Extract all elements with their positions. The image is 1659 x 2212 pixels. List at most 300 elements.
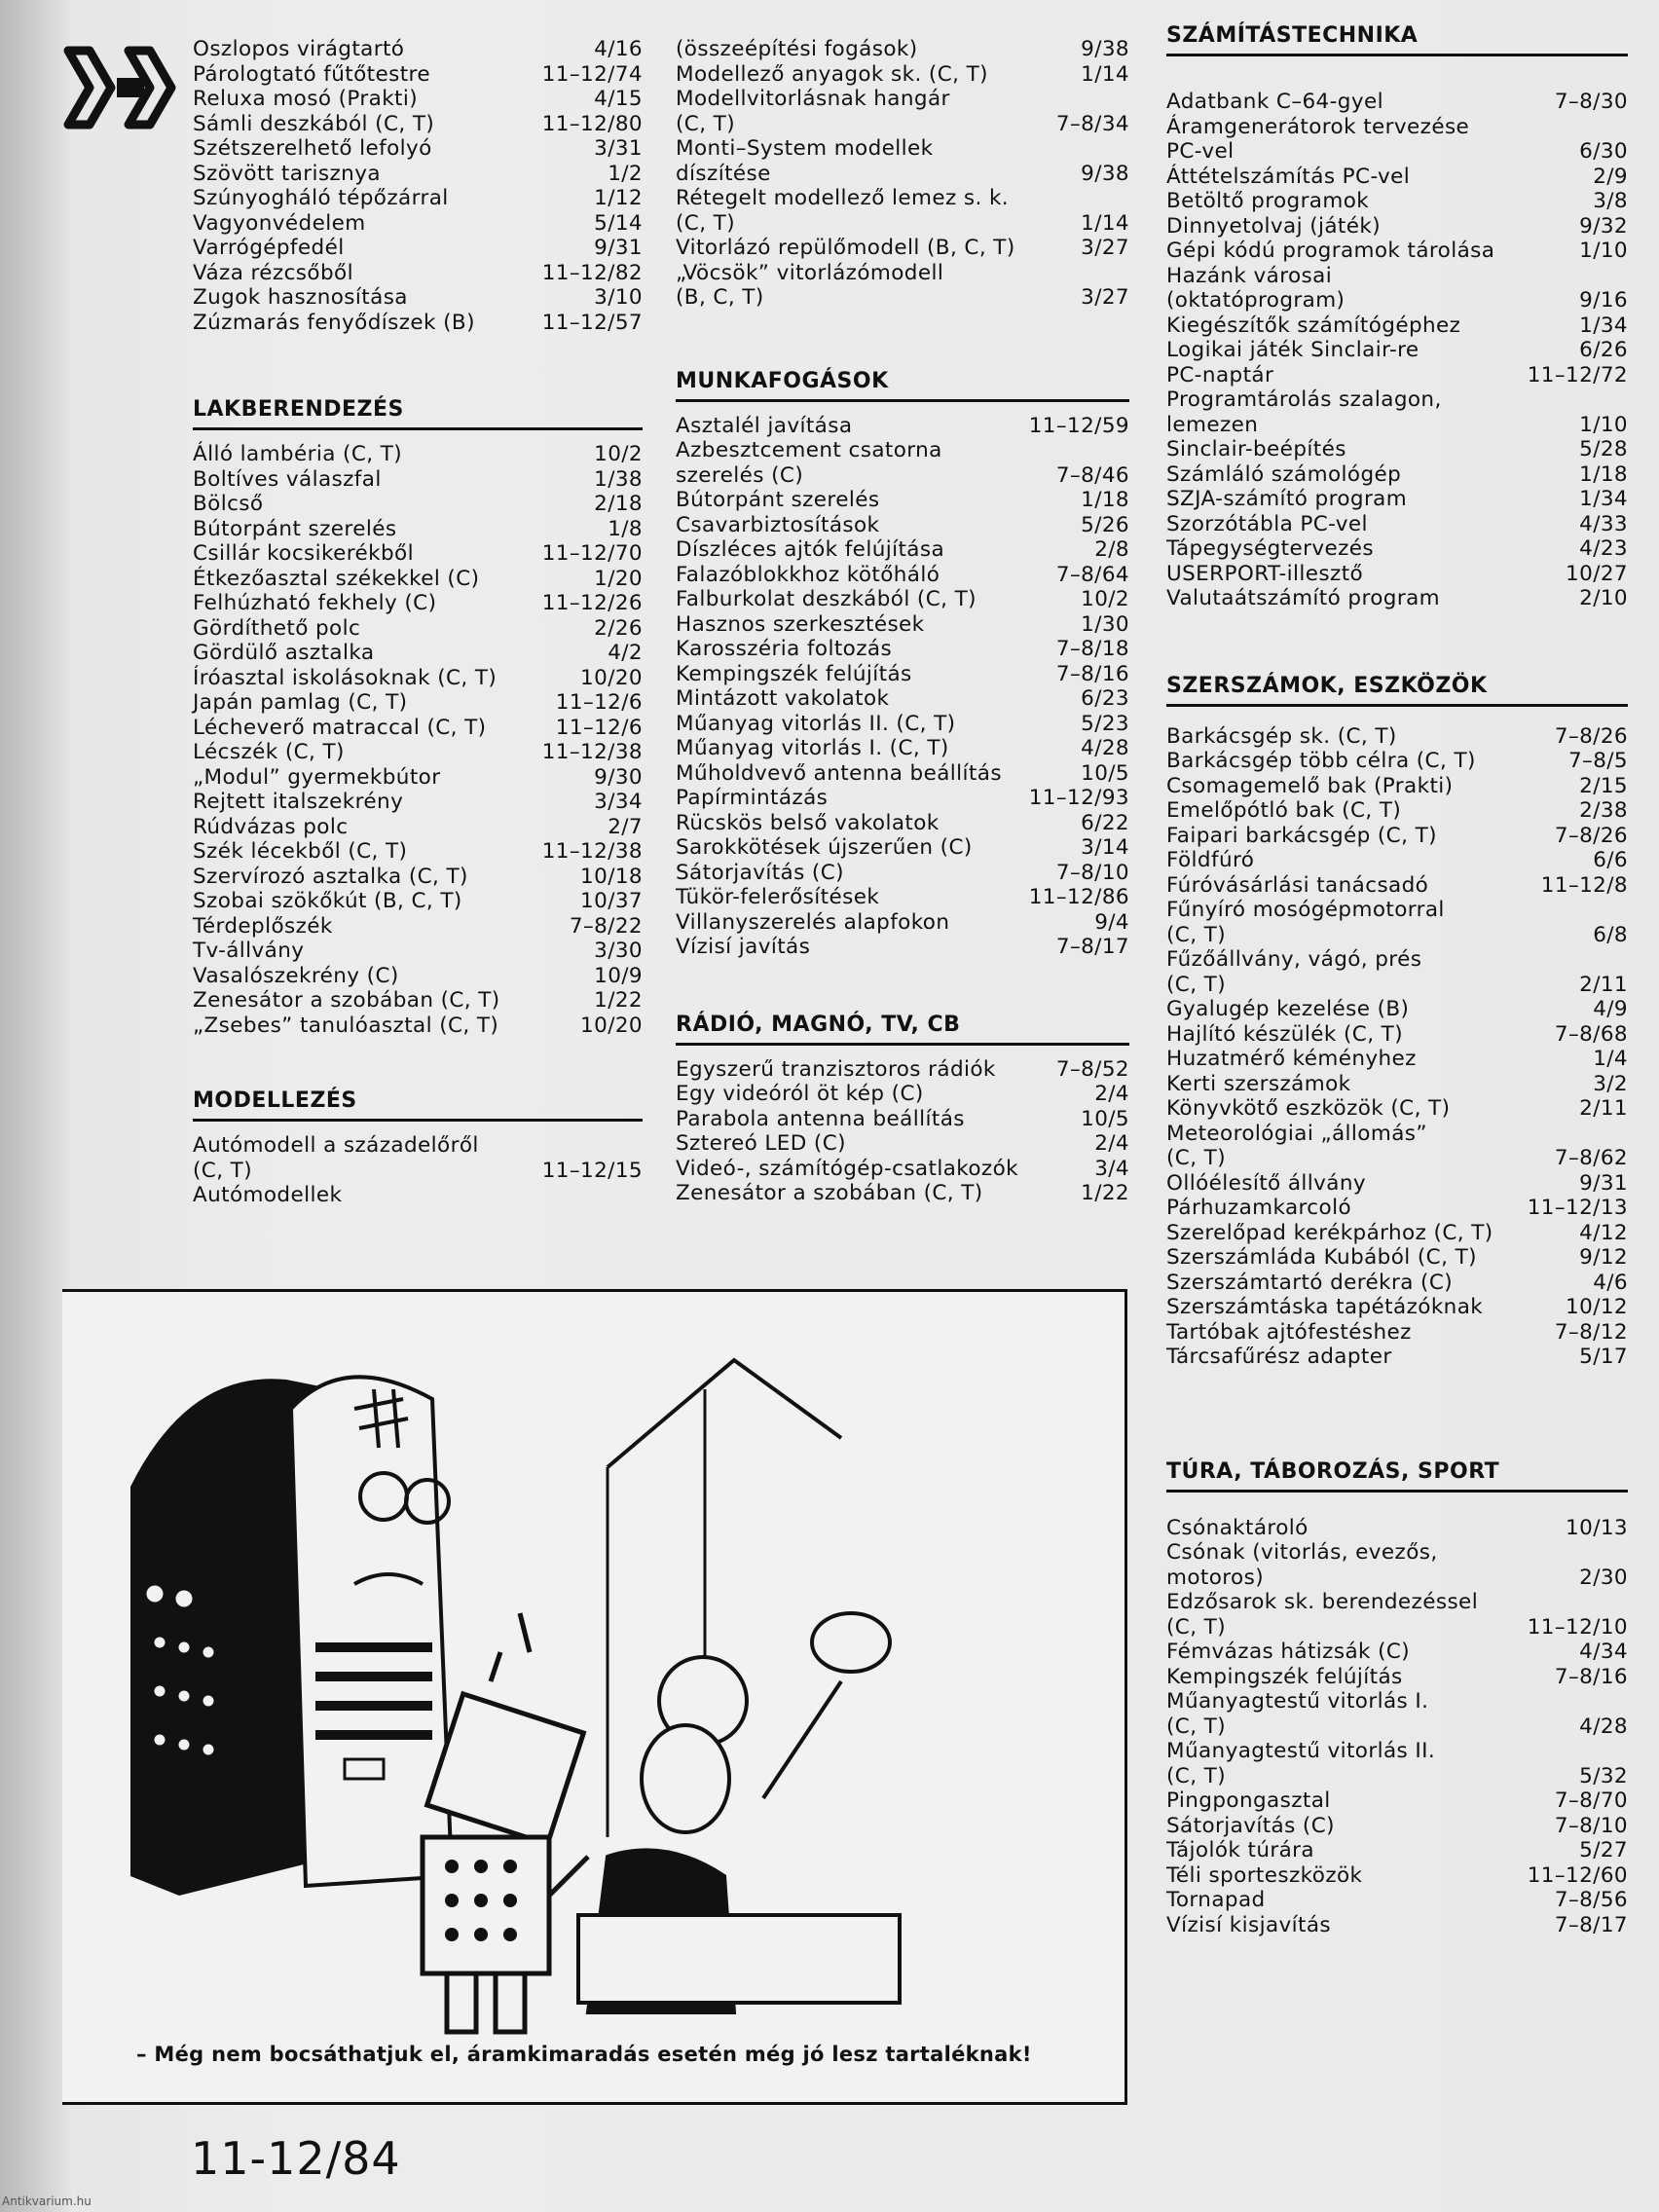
entry-title: Kempingszék felújítás xyxy=(1166,1664,1403,1689)
index-entry xyxy=(1166,214,1628,240)
index-entry xyxy=(1166,115,1628,165)
entry-page: 2/15 xyxy=(1579,773,1628,798)
index-entry xyxy=(193,988,643,1014)
index-entry xyxy=(1166,1022,1628,1048)
entry-title: Díszléces ajtók felújítása xyxy=(676,537,945,562)
entry-title: Karosszéria foltozás xyxy=(676,637,893,661)
index-entry xyxy=(676,1157,1129,1182)
entry-page: 3/10 xyxy=(594,285,643,310)
entry-page: 9/38 xyxy=(1081,161,1129,186)
entry-page: 2/11 xyxy=(1579,1096,1628,1121)
entry-page: 4/2 xyxy=(608,641,643,665)
entry-page: 1/22 xyxy=(1081,1181,1129,1205)
entry-page: 7–8/52 xyxy=(1055,1056,1129,1082)
index-entry xyxy=(1166,165,1628,190)
index-entry xyxy=(676,835,1129,861)
entry-title: Reluxa mosó (Prakti) xyxy=(193,87,419,111)
index-entry xyxy=(193,716,643,741)
entry-title: Varrógépfedél xyxy=(193,236,345,260)
entry-page: 5/27 xyxy=(1579,1838,1628,1862)
index-entry xyxy=(193,616,643,642)
index-entry xyxy=(193,236,643,261)
entry-page: 5/26 xyxy=(1081,512,1129,537)
entry-title: Szerelőpad kerékpárhoz (C, T) xyxy=(1166,1220,1493,1245)
index-entry xyxy=(1166,1221,1628,1246)
entry-title: Japán pamlag (C, T) xyxy=(193,690,408,715)
entry-title: Fémvázas hátizsák (C) xyxy=(1166,1640,1411,1664)
entry-page: 1/22 xyxy=(594,988,643,1013)
entry-title: Boltíves válaszfal xyxy=(193,466,382,492)
entry-page: 7–8/26 xyxy=(1554,823,1628,848)
entry-title: Zenesátor a szobában (C, T) xyxy=(676,1181,983,1205)
entry-page: 1/8 xyxy=(608,516,643,541)
index-entry xyxy=(193,1133,643,1183)
index-entry xyxy=(1166,1122,1628,1171)
entry-title: Betöltő programok xyxy=(1166,189,1370,213)
entry-title: Szobai szökőkút (B, C, T) xyxy=(193,889,462,913)
entry-page: 7–8/34 xyxy=(1055,111,1129,136)
index-entry xyxy=(676,1057,1129,1083)
index-entry xyxy=(676,87,1129,136)
entry-page: 7–8/17 xyxy=(1055,935,1129,959)
index-entry xyxy=(193,964,643,989)
index-entry xyxy=(676,612,1129,638)
entry-title: Valutaátszámító program xyxy=(1166,586,1440,610)
entry-title: Rücskös belső vakolatok xyxy=(676,810,940,835)
index-entry xyxy=(1166,562,1628,587)
index-entry xyxy=(1166,1072,1628,1097)
entry-page: 1/14 xyxy=(1081,210,1129,236)
entry-title: Asztalél javítása xyxy=(676,413,853,438)
entry-page: 5/28 xyxy=(1579,437,1628,461)
index-entry xyxy=(193,162,643,187)
entry-title: Szorzótábla PC-vel xyxy=(1166,511,1368,536)
entry-list xyxy=(1166,90,1628,611)
index-entry xyxy=(193,591,643,616)
index-entry xyxy=(1166,724,1628,750)
entry-page: 5/14 xyxy=(594,210,643,236)
entry-title: Gépi kódú programok tárolása xyxy=(1166,239,1495,263)
entry-title: Kiegészítők számítógéphez xyxy=(1166,313,1461,338)
entry-page: 9/31 xyxy=(594,236,643,260)
index-entry xyxy=(1166,848,1628,873)
entry-page: 9/32 xyxy=(1579,213,1628,239)
cartoon-drawing-icon xyxy=(62,1292,1127,2105)
index-entry xyxy=(1166,536,1628,562)
index-entry xyxy=(1166,824,1628,849)
entry-title: Szervírozó asztalka (C, T) xyxy=(193,864,468,889)
entry-title: Csomagemelő bak (Prakti) xyxy=(1166,773,1454,798)
index-entry xyxy=(1166,1245,1628,1271)
entry-title: (összeépítési fogások) xyxy=(676,37,918,61)
column-3 xyxy=(1166,23,1628,1937)
entry-page: 11–12/8 xyxy=(1540,872,1628,898)
entry-title: Lécheverő matraccal (C, T) xyxy=(193,715,487,740)
entry-page: 9/4 xyxy=(1094,909,1129,935)
entry-title: Sarokkötések újszerűen (C) xyxy=(676,835,973,860)
page-label: 11-12/84 xyxy=(191,2132,401,2185)
entry-title: Párologtató fűtőtestre xyxy=(193,61,430,87)
entry-page: 10/18 xyxy=(580,864,643,889)
entry-page: 4/6 xyxy=(1593,1270,1628,1295)
entry-page: 9/30 xyxy=(594,764,643,790)
index-entry xyxy=(676,811,1129,836)
entry-title: Rejtett italszekrény xyxy=(193,790,404,814)
index-entry xyxy=(1166,387,1628,437)
magazine-logo-icon xyxy=(60,39,187,136)
entry-title: Szék lécekből (C, T) xyxy=(193,839,408,864)
index-entry xyxy=(1166,1640,1628,1665)
index-entry xyxy=(1166,586,1628,611)
index-entry xyxy=(1166,1689,1628,1739)
entry-title: Dinnyetolvaj (játék) xyxy=(1166,213,1382,239)
entry-page: 2/4 xyxy=(1094,1082,1129,1106)
index-entry xyxy=(676,488,1129,513)
index-entry xyxy=(676,537,1129,563)
entry-list xyxy=(676,37,1129,311)
entry-page: 10/2 xyxy=(594,442,643,466)
entry-page: 6/6 xyxy=(1593,848,1628,872)
index-entry xyxy=(193,690,643,716)
entry-page: 3/31 xyxy=(594,136,643,161)
entry-title: Földfúró xyxy=(1166,848,1255,872)
entry-page: 1/14 xyxy=(1081,61,1129,87)
entry-page: 10/37 xyxy=(580,889,643,913)
entry-title: Tárcsafűrész adapter xyxy=(1166,1345,1392,1369)
entry-page: 1/18 xyxy=(1579,461,1628,487)
entry-title: Falburkolat deszkából (C, T) xyxy=(676,587,977,611)
entry-page: 7–8/5 xyxy=(1567,749,1628,773)
entry-page: 7–8/70 xyxy=(1554,1788,1628,1813)
index-entry xyxy=(1166,90,1628,115)
index-entry xyxy=(676,861,1129,886)
index-entry xyxy=(193,62,643,88)
index-entry xyxy=(676,736,1129,761)
entry-title: Műanyagtestű vitorlás I. (C, T) xyxy=(1166,1689,1429,1739)
entry-title: Falazóblokkhoz kötőháló xyxy=(676,562,940,587)
entry-title: Vasalószekrény (C) xyxy=(193,963,399,988)
entry-page: 2/38 xyxy=(1579,798,1628,823)
entry-title: Adatbank C–64-gyel xyxy=(1166,90,1383,114)
entry-page: 2/7 xyxy=(608,814,643,839)
entry-page: 10/5 xyxy=(1081,760,1129,786)
index-entry xyxy=(1166,363,1628,388)
entry-list xyxy=(193,37,643,335)
entry-title: „Zsebes” tanulóasztal (C, T) xyxy=(193,1013,499,1038)
entry-title: USERPORT-illesztő xyxy=(1166,561,1364,586)
entry-title: Szétszerelhető lefolyó xyxy=(193,136,432,161)
entry-page: 11–12/93 xyxy=(1028,786,1129,810)
entry-page: 9/38 xyxy=(1081,37,1129,61)
index-entry xyxy=(193,1014,643,1039)
entry-title: Sztereó LED (C) xyxy=(676,1131,846,1156)
index-entry xyxy=(1166,313,1628,339)
entry-list xyxy=(1166,1516,1628,1938)
index-entry xyxy=(676,686,1129,712)
entry-title: Térdeplőszék xyxy=(193,913,333,939)
entry-title: Programtárolás szalagon, lemezen xyxy=(1166,387,1442,437)
entry-title: Pingpongasztal xyxy=(1166,1788,1331,1813)
entry-title: Téli sporteszközök xyxy=(1166,1862,1363,1888)
entry-title: Szövött tarisznya xyxy=(193,161,381,186)
index-entry xyxy=(676,935,1129,960)
entry-title: Gyalugép kezelése (B) xyxy=(1166,997,1410,1021)
entry-page: 10/9 xyxy=(594,963,643,988)
entry-page: 5/23 xyxy=(1081,711,1129,736)
entry-title: Monti–System modellek díszítése xyxy=(676,136,934,186)
entry-page: 7–8/22 xyxy=(569,913,643,939)
index-entry xyxy=(1166,1295,1628,1320)
entry-page: 1/18 xyxy=(1081,488,1129,512)
entry-page: 1/4 xyxy=(1593,1047,1628,1071)
entry-title: Vízisí kisjavítás xyxy=(1166,1912,1332,1937)
entry-page: 10/2 xyxy=(1081,587,1129,611)
entry-title: Logikai játék Sinclair-re xyxy=(1166,338,1419,362)
entry-page: 4/28 xyxy=(1081,736,1129,760)
entry-page: 2/26 xyxy=(594,615,643,641)
index-entry xyxy=(1166,1838,1628,1863)
index-entry xyxy=(1166,1788,1628,1814)
index-entry xyxy=(193,442,643,467)
index-entry xyxy=(1166,1196,1628,1221)
entry-title: Áttételszámítás PC-vel xyxy=(1166,164,1411,189)
index-entry xyxy=(1166,798,1628,824)
entry-title: Áramgenerátorok tervezése PC-vel xyxy=(1166,114,1470,164)
entry-title: Faipari barkácsgép (C, T) xyxy=(1166,823,1437,848)
index-entry xyxy=(1166,947,1628,997)
index-entry xyxy=(193,37,643,62)
index-entry xyxy=(676,587,1129,612)
entry-title: Szerszámláda Kubából (C, T) xyxy=(1166,1245,1477,1270)
entry-title: Vitorlázó repülőmodell (B, C, T) xyxy=(676,236,1015,260)
entry-page: 1/2 xyxy=(608,161,643,186)
entry-page: 4/34 xyxy=(1579,1640,1628,1664)
entry-title: Fűzőállvány, vágó, prés (C, T) xyxy=(1166,947,1422,997)
entry-title: Tornapad xyxy=(1166,1888,1266,1912)
index-entry xyxy=(676,637,1129,662)
entry-title: Tájolók túrára xyxy=(1166,1838,1314,1862)
entry-page: 4/16 xyxy=(594,37,643,61)
entry-title: Autómodellek xyxy=(193,1183,343,1207)
entry-title: Felhúzható fekhely (C) xyxy=(193,591,437,615)
entry-page: 11–12/70 xyxy=(541,541,643,566)
entry-page: 7–8/46 xyxy=(1055,462,1129,488)
entry-page: 9/16 xyxy=(1579,288,1628,313)
entry-title: Meteorológiai „állomás” (C, T) xyxy=(1166,1121,1427,1170)
index-entry xyxy=(676,910,1129,936)
entry-page: 6/30 xyxy=(1579,139,1628,164)
entry-list xyxy=(193,442,643,1038)
entry-title: Oszlopos virágtartó xyxy=(193,37,405,61)
index-entry xyxy=(1166,1271,1628,1296)
entry-page: 6/22 xyxy=(1081,810,1129,835)
entry-title: Videó-, számítógép-csatlakozók xyxy=(676,1156,1019,1181)
entry-page: 11–12/80 xyxy=(541,111,643,136)
index-entry xyxy=(193,87,643,112)
entry-title: Rétegelt modellező lemez s. k. (C, T) xyxy=(676,186,1010,236)
index-entry xyxy=(1166,338,1628,363)
entry-title: Sátorjavítás (C) xyxy=(1166,1813,1335,1838)
entry-title: Zugok hasznosítása xyxy=(193,285,408,310)
entry-title: Szerszámtartó derékra (C) xyxy=(1166,1270,1454,1295)
index-entry xyxy=(676,62,1129,88)
entry-title: Huzatmérő kéményhez xyxy=(1166,1047,1417,1071)
entry-page: 11–12/57 xyxy=(541,310,643,335)
index-entry xyxy=(1166,189,1628,214)
entry-page: 4/15 xyxy=(594,87,643,111)
entry-title: Csavarbiztosítások xyxy=(676,512,880,537)
section-heading-radio: RÁDIÓ, MAGNÓ, TV, CB xyxy=(676,1013,1129,1046)
index-entry xyxy=(193,467,643,493)
index-entry xyxy=(1166,437,1628,462)
entry-page: 11–12/72 xyxy=(1527,362,1628,387)
entry-page: 2/10 xyxy=(1579,586,1628,610)
entry-page: 7–8/10 xyxy=(1055,860,1129,885)
index-entry xyxy=(193,261,643,286)
cartoon-illustration xyxy=(62,1289,1127,2105)
entry-page: 2/9 xyxy=(1593,164,1628,189)
index-entry xyxy=(1166,1345,1628,1370)
index-entry xyxy=(193,790,643,815)
entry-page: 11–12/38 xyxy=(541,839,643,864)
index-entry xyxy=(1166,1888,1628,1913)
entry-page: 7–8/62 xyxy=(1554,1146,1628,1170)
entry-title: Zenesátor a szobában (C, T) xyxy=(193,988,500,1013)
entry-page: 6/8 xyxy=(1593,922,1628,947)
entry-page: 10/5 xyxy=(1081,1106,1129,1131)
entry-page: 2/18 xyxy=(594,492,643,516)
index-entry xyxy=(676,662,1129,687)
entry-title: Hasznos szerkesztések xyxy=(676,611,925,637)
section-heading-lakberendezes: LAKBERENDEZÉS xyxy=(193,397,643,430)
entry-page: 3/27 xyxy=(1081,236,1129,260)
entry-title: Tükör-felerősítések xyxy=(676,885,880,909)
entry-title: Szerszámtáska tapétázóknak xyxy=(1166,1295,1484,1319)
entry-page: 1/34 xyxy=(1579,313,1628,338)
entry-title: Zúzmarás fenyődíszek (B) xyxy=(193,310,475,335)
entry-list xyxy=(1166,724,1628,1370)
index-entry xyxy=(1166,1171,1628,1197)
entry-page: 7–8/10 xyxy=(1554,1813,1628,1838)
entry-page: 7–8/26 xyxy=(1554,723,1628,749)
entry-page: 7–8/16 xyxy=(1554,1664,1628,1689)
index-entry xyxy=(1166,873,1628,899)
entry-page: 9/12 xyxy=(1579,1245,1628,1270)
entry-title: Mintázott vakolatok xyxy=(676,686,890,711)
column-1 xyxy=(193,37,643,1208)
index-entry xyxy=(1166,264,1628,313)
entry-title: Lécszék (C, T) xyxy=(193,740,345,764)
index-entry xyxy=(676,712,1129,737)
entry-list xyxy=(193,1133,643,1208)
entry-page: 2/11 xyxy=(1579,972,1628,997)
entry-list xyxy=(676,1057,1129,1206)
entry-title: Étkezőasztal székekkel (C) xyxy=(193,566,480,591)
entry-page: 1/10 xyxy=(1579,239,1628,263)
index-entry xyxy=(676,414,1129,439)
entry-page: 11–12/38 xyxy=(541,740,643,764)
entry-title: Emelőpótló bak (C, T) xyxy=(1166,798,1402,823)
index-entry xyxy=(676,761,1129,787)
index-entry xyxy=(676,1181,1129,1206)
entry-page: 3/2 xyxy=(1593,1071,1628,1096)
entry-page: 1/30 xyxy=(1081,611,1129,637)
index-entry xyxy=(676,786,1129,811)
index-entry xyxy=(193,740,643,765)
entry-page: 11–12/13 xyxy=(1527,1196,1628,1220)
entry-page: 5/32 xyxy=(1579,1763,1628,1788)
entry-page: 1/10 xyxy=(1579,412,1628,437)
entry-list xyxy=(676,414,1129,960)
entry-page: 7–8/30 xyxy=(1554,90,1628,114)
index-entry xyxy=(193,541,643,567)
entry-title: Tv-állvány xyxy=(193,939,305,963)
entry-title: Hazánk városai (oktatóprogram) xyxy=(1166,263,1346,313)
entry-title: Számláló számológép xyxy=(1166,461,1402,487)
index-entry xyxy=(676,1082,1129,1107)
cartoon-caption: – Még nem bocsáthatjuk el, áramkimaradás esetén még jó lesz tartaléknak! xyxy=(136,2043,1032,2066)
index-entry xyxy=(193,865,643,890)
entry-title: Modellező anyagok sk. (C, T) xyxy=(676,61,988,87)
index-entry xyxy=(1166,1863,1628,1889)
index-entry xyxy=(193,186,643,211)
entry-page: 3/4 xyxy=(1094,1156,1129,1181)
entry-page: 3/30 xyxy=(594,939,643,963)
entry-title: Fűnyíró mosógépmotorral (C, T) xyxy=(1166,898,1445,947)
index-entry xyxy=(193,666,643,691)
entry-page: 11–12/6 xyxy=(555,690,643,715)
index-entry xyxy=(676,136,1129,186)
entry-title: Bútorpánt szerelés xyxy=(193,516,397,541)
section-heading-munkafogasok: MUNKAFOGÁSOK xyxy=(676,369,1129,402)
entry-title: Műanyagtestű vitorlás II. (C, T) xyxy=(1166,1739,1436,1788)
entry-page: 10/20 xyxy=(580,665,643,690)
entry-title: Tartóbak ajtófestéshez xyxy=(1166,1319,1412,1345)
section-heading-modellezes: MODELLEZÉS xyxy=(193,1088,643,1122)
entry-page: 7–8/56 xyxy=(1554,1888,1628,1912)
entry-title: Rúdvázas polc xyxy=(193,814,349,839)
section-heading-tura: TÚRA, TÁBOROZÁS, SPORT xyxy=(1166,1459,1628,1493)
entry-page: 1/12 xyxy=(594,186,643,210)
entry-page: 11–12/86 xyxy=(1028,885,1129,909)
entry-title: Könyvkötő eszközök (C, T) xyxy=(1166,1096,1451,1121)
index-entry xyxy=(193,914,643,940)
entry-page: 3/34 xyxy=(594,790,643,814)
entry-title: Váza rézcsőből xyxy=(193,260,353,285)
entry-page: 7–8/68 xyxy=(1554,1021,1628,1047)
entry-page: 10/12 xyxy=(1566,1295,1628,1319)
entry-page: 7–8/17 xyxy=(1554,1912,1628,1937)
entry-page: 3/8 xyxy=(1593,189,1628,213)
entry-page: 7–8/18 xyxy=(1055,637,1129,661)
index-entry xyxy=(193,517,643,542)
index-entry xyxy=(1166,774,1628,799)
entry-page: 11–12/26 xyxy=(541,591,643,615)
entry-page: 4/28 xyxy=(1579,1714,1628,1739)
entry-page: 11–12/6 xyxy=(555,715,643,740)
entry-title: Barkácsgép több célra (C, T) xyxy=(1166,749,1476,773)
entry-page: 5/17 xyxy=(1579,1345,1628,1369)
index-entry xyxy=(676,236,1129,261)
entry-title: PC-naptár xyxy=(1166,362,1274,387)
entry-title: Párhuzamkarcoló xyxy=(1166,1196,1352,1220)
entry-title: Fúróvásárlási tanácsadó xyxy=(1166,872,1429,898)
entry-title: Csónak (vitorlás, evezős, motoros) xyxy=(1166,1540,1438,1590)
entry-title: Egyszerű tranzisztoros rádiók xyxy=(676,1056,996,1082)
entry-title: Papírmintázás xyxy=(676,786,829,810)
index-entry xyxy=(1166,1590,1628,1640)
entry-title: Modellvitorlásnak hangár (C, T) xyxy=(676,87,950,136)
